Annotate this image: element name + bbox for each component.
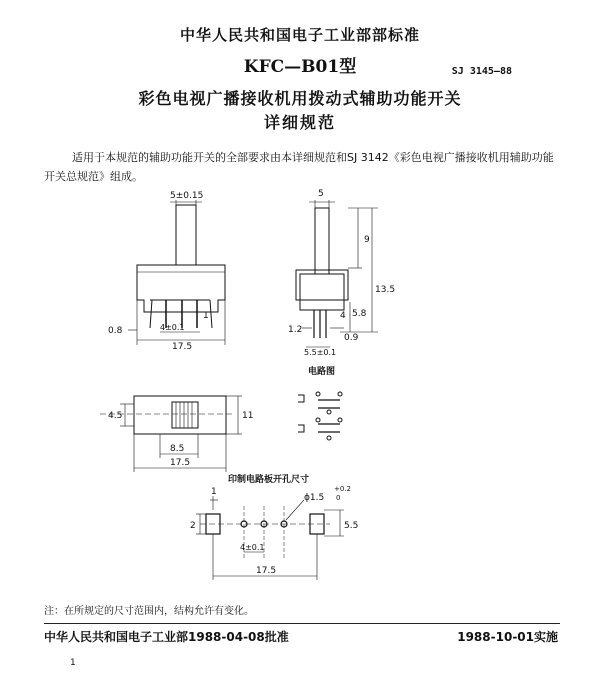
pcb-dim-2: 2 bbox=[190, 521, 196, 531]
model-title: KFC—B01型 bbox=[243, 57, 357, 77]
pcb-label: 印制电路板开孔尺寸 bbox=[228, 475, 310, 485]
top-dim-11: 11 bbox=[242, 411, 254, 421]
side-dim-top: 5 bbox=[318, 189, 324, 199]
front-dim-pitch: 4±0.1 bbox=[160, 323, 185, 332]
pcb-dim-hole: ϕ1.5 bbox=[304, 493, 325, 503]
document-subtitle: 详细规范 bbox=[263, 113, 336, 132]
side-dim-13-5: 13.5 bbox=[375, 285, 396, 295]
pcb-tol-zero: 0 bbox=[336, 494, 341, 502]
side-dim-5-8: 5.8 bbox=[352, 309, 367, 319]
effective-date: 1988-10-01实施 bbox=[457, 630, 558, 644]
pcb-tol-plus: +0.2 bbox=[334, 485, 351, 493]
front-dim-left: 0.8 bbox=[108, 326, 123, 336]
intro-paragraph: 适用于本规范的辅助功能开关的全部要求由本详细规范和SJ 3142《彩色电视广播接收机用辅助功能开关总规范》组成。 bbox=[44, 151, 554, 183]
pcb-dim-5-5: 5.5 bbox=[344, 521, 359, 531]
pcb-dim-pitch: 4±0.1 bbox=[240, 543, 265, 552]
pcb-dim-17-5: 17.5 bbox=[256, 566, 277, 576]
side-dim-0-9: 0.9 bbox=[344, 333, 359, 343]
front-dim-width: 17.5 bbox=[172, 342, 193, 352]
footnote: 注：在所规定的尺寸范围内，结构允许有变化。 bbox=[44, 606, 254, 617]
front-dim-top: 5±0.15 bbox=[170, 191, 204, 201]
side-view bbox=[296, 200, 378, 347]
side-dim-9: 9 bbox=[364, 235, 370, 245]
document-title: 彩色电视广播接收机用拨动式辅助功能开关 bbox=[138, 89, 462, 108]
side-dim-4: 4 bbox=[340, 311, 346, 321]
circuit-label: 电路图 bbox=[308, 367, 336, 377]
top-dim-4-5: 4.5 bbox=[108, 411, 123, 421]
standard-number: SJ 3145—88 bbox=[451, 66, 512, 77]
ministry-header: 中华人民共和国电子工业部部标准 bbox=[179, 26, 420, 44]
page-number: 1 bbox=[70, 658, 76, 668]
front-dim-pin: 1 bbox=[203, 311, 209, 321]
approval-date: 中华人民共和国电子工业部1988-04-08批准 bbox=[44, 630, 289, 644]
side-dim-1-2: 1.2 bbox=[288, 325, 303, 335]
footer-divider bbox=[44, 623, 560, 624]
top-dim-8-5: 8.5 bbox=[170, 444, 185, 454]
circuit-diagram bbox=[298, 392, 342, 440]
side-dim-5-5: 5.5±0.1 bbox=[304, 348, 337, 357]
top-dim-17-5: 17.5 bbox=[170, 458, 191, 468]
pcb-dim-1: 1 bbox=[211, 487, 217, 497]
